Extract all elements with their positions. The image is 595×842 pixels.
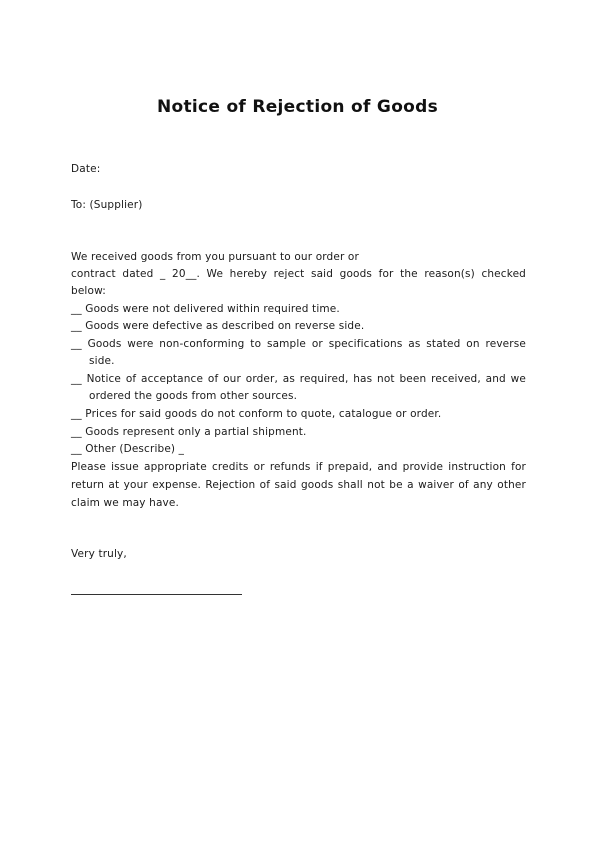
closing-line-1: Please issue appropriate credits or refunds if prepaid, and provide instruction for [71, 461, 526, 473]
reason-partial-shipment: __ Goods represent only a partial shipment. [71, 426, 307, 438]
date-label: Date: [71, 163, 101, 175]
intro-line-1: We received goods from you pursuant to our order or [71, 251, 359, 263]
to-supplier-label: To: (Supplier) [71, 199, 143, 211]
closing-line-3: claim we may have. [71, 497, 180, 509]
reason-prices: __ Prices for said goods do not conform to quote, catalogue or order. [71, 408, 442, 420]
reason-no-acceptance: __ Notice of acceptance of our order, as required, has not been received, and we [71, 373, 526, 385]
intro-line-2: contract dated _ 20__. We hereby reject said goods for the reason(s) checked [71, 268, 526, 280]
intro-line-3: below: [71, 285, 106, 297]
reason-non-conforming-cont: side. [89, 355, 115, 367]
reason-non-conforming: __ Goods were non-conforming to sample or specifications as stated on reverse [71, 338, 526, 350]
reason-other: __ Other (Describe) _ [71, 443, 185, 455]
reason-no-acceptance-cont: ordered the goods from other sources. [89, 390, 298, 402]
reason-not-delivered: __ Goods were not delivered within required time. [71, 303, 340, 315]
document-title: Notice of Rejection of Goods [156, 97, 439, 117]
reason-defective: __ Goods were defective as described on reverse side. [71, 320, 365, 332]
signoff: Very truly, [71, 548, 127, 560]
signature-line [71, 594, 242, 595]
closing-line-2: return at your expense. Rejection of said goods shall not be a waiver of any other [71, 479, 526, 491]
